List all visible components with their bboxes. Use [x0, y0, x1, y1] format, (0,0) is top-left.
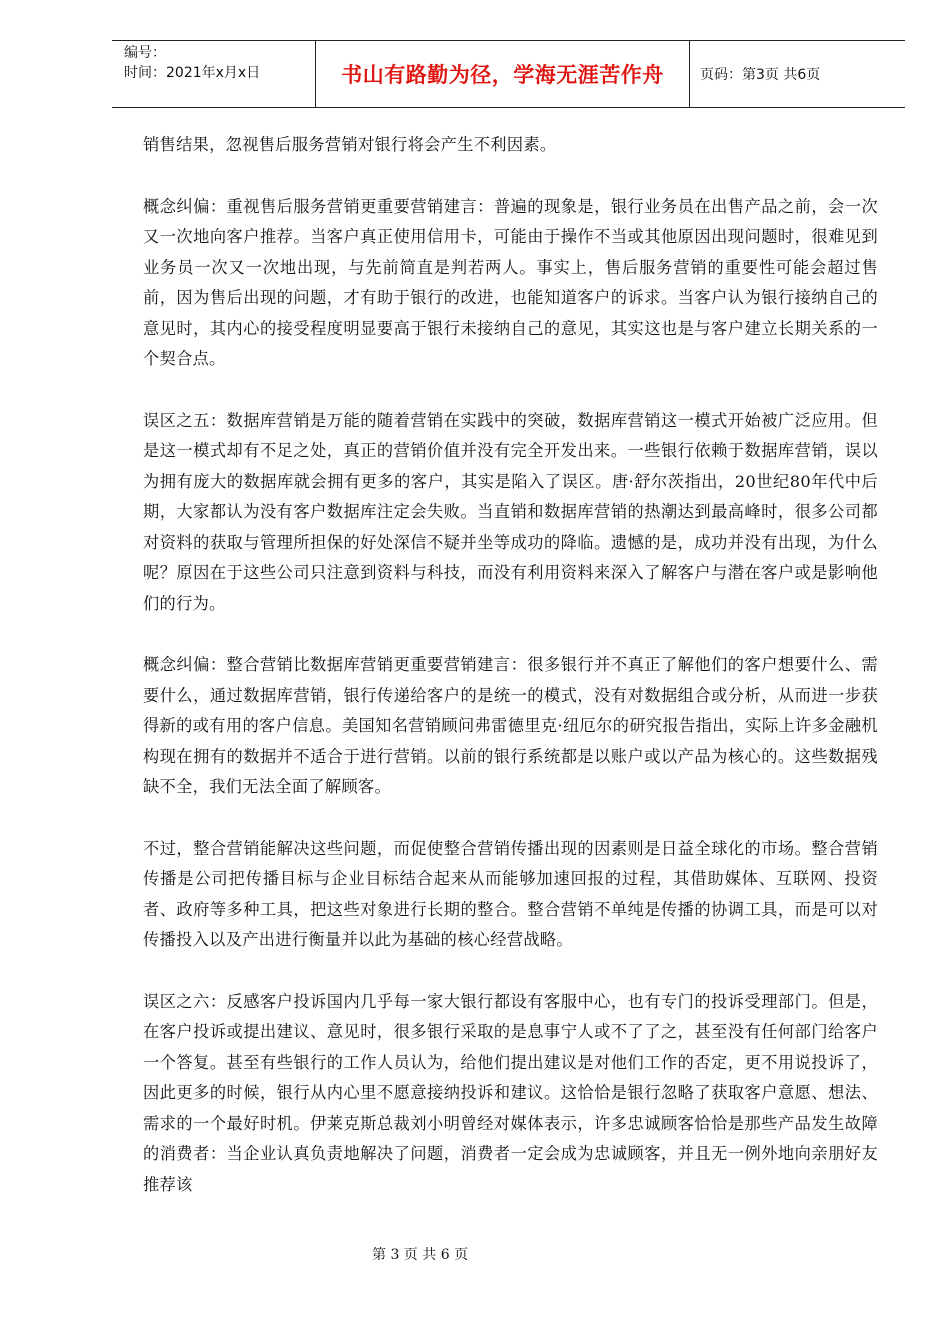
- header-meta: [112, 41, 316, 107]
- document-body: [143, 130, 878, 1231]
- page-footer: 第 3 页 共 6 页: [372, 1247, 469, 1263]
- paragraph: 误区之五：数据库营销是万能的随着营销在实践中的突破，数据库营销这一模式开始被广泛应用。但是这一模式却有不足之处，真正的营销价值并没有完全开发出来。一些银行依赖于数据库营销，误以为拥有庞大的数据库就会拥有更多的客户，其实是陷入了误区。唐·舒尔茨指出，20世纪80年代中后期，大家都认为没有客户数据库注定会失败。当直销和数据库营销的热潮达到最高峰时，很多公司都对资料的获取与管理所担保的好处深信不疑并坐等成功的降临。遗憾的是，成功并没有出现，为什么呢？原因在于这些公司只注意到资料与科技，而没有利用资料来深入了解客户与潜在客户或是影响他们的行为。: [143, 410, 878, 613]
- header-motto: 书山有路勤为径，学海无涯苦作舟: [316, 41, 690, 107]
- page-header: [112, 40, 905, 108]
- paragraph: 销售结果，忽视售后服务营销对银行将会产生不利因素。: [143, 135, 557, 154]
- paragraph: 概念纠偏：整合营销比数据库营销更重要营销建言：很多银行并不真正了解他们的客户想要什么、需要什么，通过数据库营销，银行传递给客户的是统一的模式，没有对数据组合或分析，从而进一步获得新的或有用的客户信息。美国知名营销顾问弗雷德里克·纽厄尔的研究报告指出，实际上许多金融机构现在拥有的数据并不适合于进行营销。以前的银行系统都是以账户或以产品为核心的。这些数据残缺不全，我们无法全面了解顾客。: [143, 655, 878, 796]
- header-page-code: 页码：第3页 共6页: [700, 67, 821, 83]
- serial-label: 编号：: [124, 45, 166, 61]
- paragraph: 概念纠偏：重视售后服务营销更重要营销建言：普遍的现象是，银行业务员在出售产品之前，会一次又一次地向客户推荐。当客户真正使用信用卡，可能由于操作不当或其他原因出现问题时，很难见到业务员一次又一次地出现，与先前简直是判若两人。事实上，售后服务营销的重要性可能会超过售前，因为售后出现的问题，才有助于银行的改进，也能知道客户的诉求。当客户认为银行接纳自己的意见时，其内心的接受程度明显要高于银行未接纳自己的意见，其实这也是与客户建立长期关系的一个契合点。: [143, 196, 878, 368]
- paragraph: 误区之六：反感客户投诉国内几乎每一家大银行都设有客服中心，也有专门的投诉受理部门。但是，在客户投诉或提出建议、意见时，很多银行采取的是息事宁人或不了了之，甚至没有任何部门给客户一个答复。甚至有些银行的工作人员认为，给他们提出建议是对他们工作的否定，更不用说投诉了，因此更多的时候，银行从内心里不愿意接纳投诉和建议。这恰恰是银行忽略了获取客户意愿、想法、需求的一个最好时机。伊莱克斯总裁刘小明曾经对媒体表示，许多忠诚顾客恰恰是那些产品发生故障的消费者：当企业认真负责地解决了问题，消费者一定会成为忠诚顾客，并且无一例外地向亲朋好友推荐该: [143, 991, 878, 1194]
- paragraph: 不过，整合营销能解决这些问题，而促使整合营销传播出现的因素则是日益全球化的市场。整合营销传播是公司把传播目标与企业目标结合起来从而能够加速回报的过程，其借助媒体、互联网、投资者、政府等多种工具，把这些对象进行长期的整合。整合营销不单纯是传播的协调工具，而是可以对传播投入以及产出进行衡量并以此为基础的核心经营战略。: [143, 838, 878, 949]
- time-label: 时间：2021年x月x日: [124, 65, 261, 81]
